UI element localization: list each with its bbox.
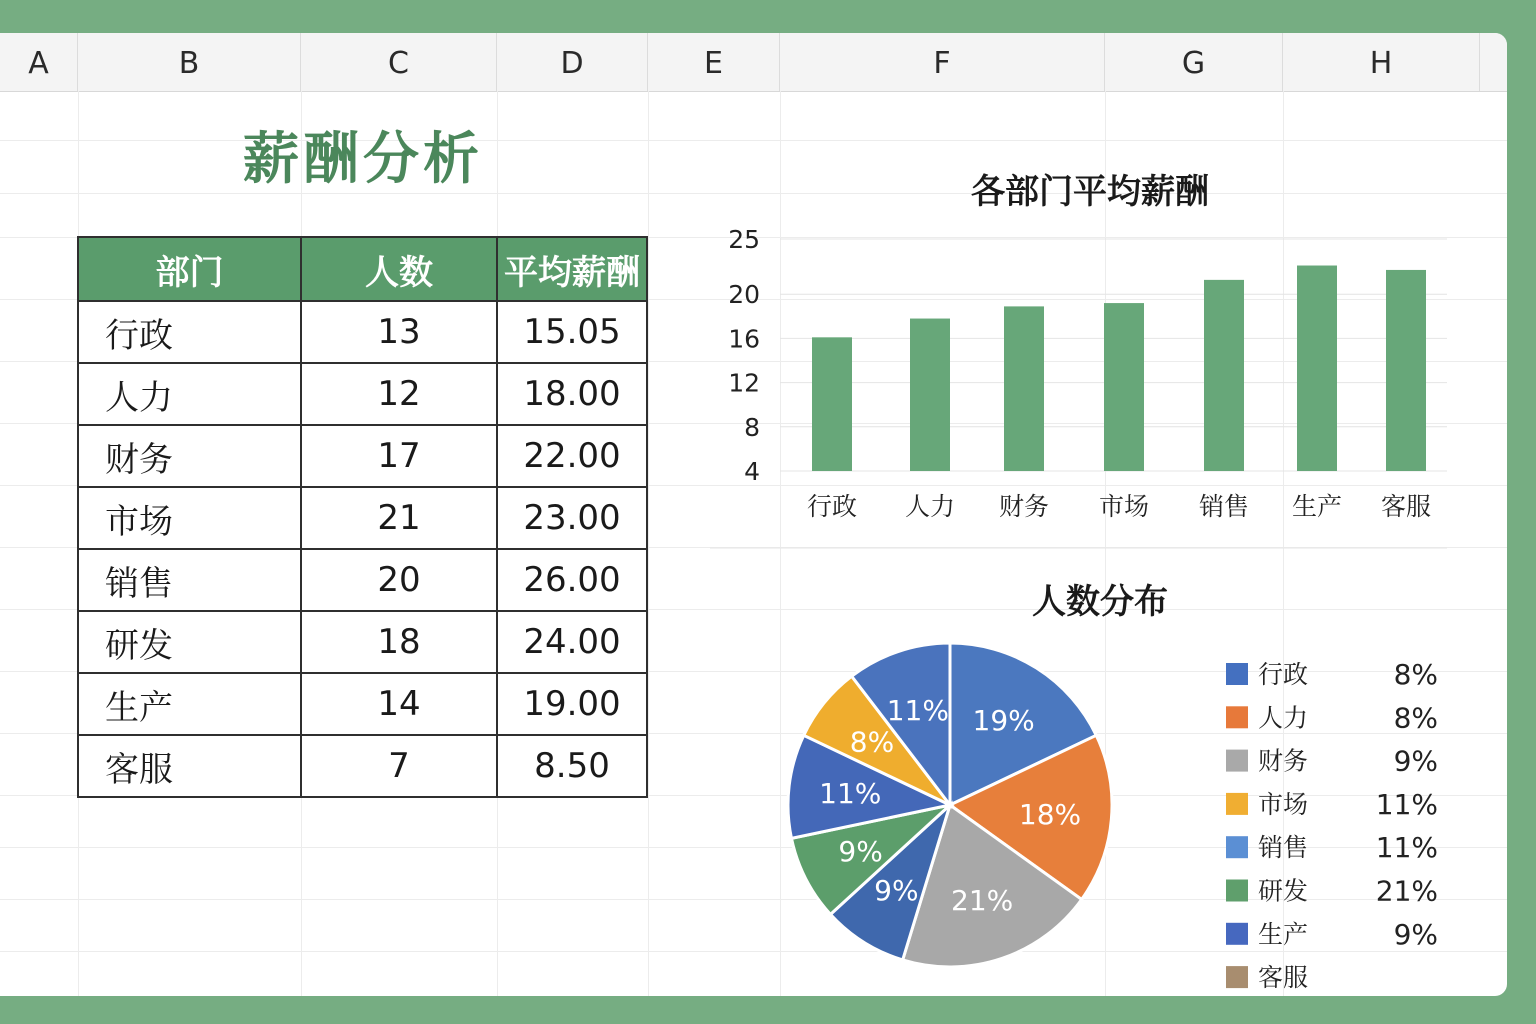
legend-percent: 11% [1375, 831, 1438, 865]
count-cell[interactable]: 12 [301, 363, 497, 425]
legend-percent: 21% [1375, 874, 1438, 908]
legend-swatch [1226, 793, 1248, 815]
legend-label: 市场 [1258, 789, 1309, 819]
legend-percent: 8% [1393, 701, 1438, 735]
bar-客服[interactable] [1386, 270, 1426, 471]
salary-cell[interactable]: 19.00 [497, 673, 647, 735]
y-tick-label: 20 [728, 280, 760, 310]
legend-label: 行政 [1258, 660, 1309, 689]
slice-label: 21% [951, 884, 1014, 918]
x-tick-label: 客服 [1380, 492, 1432, 521]
salary-table [77, 236, 648, 798]
legend-item[interactable] [1226, 875, 1438, 908]
legend-item[interactable] [1226, 831, 1438, 864]
legend-item[interactable] [1226, 788, 1438, 821]
legend-item[interactable] [1226, 658, 1438, 691]
y-tick-label: 25 [728, 225, 760, 254]
x-tick-label: 销售 [1198, 492, 1250, 521]
slice-label: 11% [819, 777, 882, 811]
legend-swatch [1226, 750, 1248, 772]
legend-swatch [1226, 923, 1248, 945]
salary-cell[interactable]: 18.00 [497, 363, 647, 425]
table-row [78, 611, 647, 673]
column-header-d[interactable]: D [497, 33, 648, 91]
header-cell-dept[interactable]: 部门 [78, 237, 301, 301]
bar-生产[interactable] [1297, 266, 1337, 471]
salary-cell[interactable]: 8.50 [497, 735, 647, 797]
column-header-e[interactable]: E [648, 33, 780, 91]
dept-cell[interactable]: 人力 [78, 363, 301, 425]
legend-label: 销售 [1258, 833, 1309, 863]
count-cell[interactable]: 7 [301, 735, 497, 797]
y-tick-label: 4 [744, 457, 760, 486]
table-row [78, 301, 647, 363]
legend-swatch [1226, 836, 1248, 858]
column-header-f[interactable]: F [780, 33, 1105, 91]
bar-人力[interactable] [910, 319, 950, 471]
dept-cell[interactable]: 市场 [78, 487, 301, 549]
legend-item[interactable] [1226, 701, 1438, 734]
legend-label: 人力 [1258, 703, 1309, 733]
slice-label: 9% [838, 834, 883, 868]
column-header-row [0, 33, 1507, 92]
salary-cell[interactable]: 26.00 [497, 549, 647, 611]
count-cell[interactable]: 17 [301, 425, 497, 487]
slice-label: 8% [849, 725, 895, 759]
legend-swatch [1226, 966, 1248, 988]
legend-percent: 11% [1375, 787, 1438, 821]
legend-swatch [1226, 880, 1248, 902]
column-header-c[interactable]: C [301, 33, 497, 91]
pie-chart-title: 人数分布 [1032, 582, 1168, 622]
table-row [78, 363, 647, 425]
salary-cell[interactable]: 15.05 [497, 301, 647, 363]
legend-percent: 9% [1393, 917, 1438, 951]
x-tick-label: 人力 [904, 492, 956, 521]
dept-cell[interactable]: 销售 [78, 549, 301, 611]
legend-label: 生产 [1258, 919, 1309, 949]
x-tick-label: 生产 [1291, 492, 1343, 521]
legend-percent: 9% [1393, 744, 1438, 778]
table-header-row [78, 237, 647, 301]
legend-item[interactable] [1226, 963, 1308, 992]
salary-cell[interactable]: 22.00 [497, 425, 647, 487]
slice-label: 11% [886, 693, 949, 727]
slice-label: 19% [972, 704, 1035, 738]
bar-行政[interactable] [812, 337, 852, 471]
dept-cell[interactable]: 研发 [78, 611, 301, 673]
table-row [78, 673, 647, 735]
count-cell[interactable]: 13 [301, 301, 497, 363]
legend-item[interactable] [1226, 745, 1438, 778]
pie-chart [710, 513, 1490, 993]
slice-label: 18% [1018, 797, 1082, 831]
legend-label: 研发 [1258, 876, 1309, 906]
bar-市场[interactable] [1104, 303, 1144, 471]
table-row [78, 549, 647, 611]
legend-swatch [1226, 663, 1248, 685]
column-header-g[interactable]: G [1105, 33, 1283, 91]
salary-cell[interactable]: 23.00 [497, 487, 647, 549]
count-cell[interactable]: 21 [301, 487, 497, 549]
column-header-h[interactable]: H [1283, 33, 1480, 91]
bar-chart-title: 各部门平均薪酬 [971, 172, 1209, 212]
slice-label: 9% [874, 873, 919, 907]
table-row [78, 425, 647, 487]
bar-销售[interactable] [1204, 280, 1244, 471]
dept-cell[interactable]: 客服 [78, 735, 301, 797]
bar-chart [710, 123, 1470, 523]
column-gridline [648, 91, 649, 996]
count-cell[interactable]: 20 [301, 549, 497, 611]
header-cell-count[interactable]: 人数 [301, 237, 497, 301]
count-cell[interactable]: 14 [301, 673, 497, 735]
salary-cell[interactable]: 24.00 [497, 611, 647, 673]
y-tick-label: 8 [744, 412, 760, 442]
legend-label: 财务 [1258, 746, 1309, 776]
count-cell[interactable]: 18 [301, 611, 497, 673]
header-cell-salary[interactable]: 平均薪酬 [497, 237, 647, 301]
dept-cell[interactable]: 行政 [78, 301, 301, 363]
column-header-b[interactable]: B [78, 33, 301, 91]
spreadsheet-sheet [0, 33, 1507, 996]
legend-item[interactable] [1226, 918, 1438, 951]
bar-财务[interactable] [1004, 306, 1044, 471]
legend-swatch [1226, 706, 1248, 728]
legend-percent: 8% [1393, 658, 1438, 691]
sheet-title: 薪酬分析 [243, 127, 483, 192]
x-tick-label: 市场 [1098, 492, 1150, 521]
y-tick-label: 16 [728, 324, 760, 354]
column-header-a[interactable]: A [0, 33, 78, 91]
y-tick-label: 12 [728, 368, 760, 398]
table-row [78, 735, 647, 797]
dept-cell[interactable]: 生产 [78, 673, 301, 735]
x-tick-label: 财务 [998, 492, 1050, 521]
x-tick-label: 行政 [806, 492, 858, 521]
table-row [78, 487, 647, 549]
dept-cell[interactable]: 财务 [78, 425, 301, 487]
legend-label: 客服 [1258, 963, 1309, 993]
